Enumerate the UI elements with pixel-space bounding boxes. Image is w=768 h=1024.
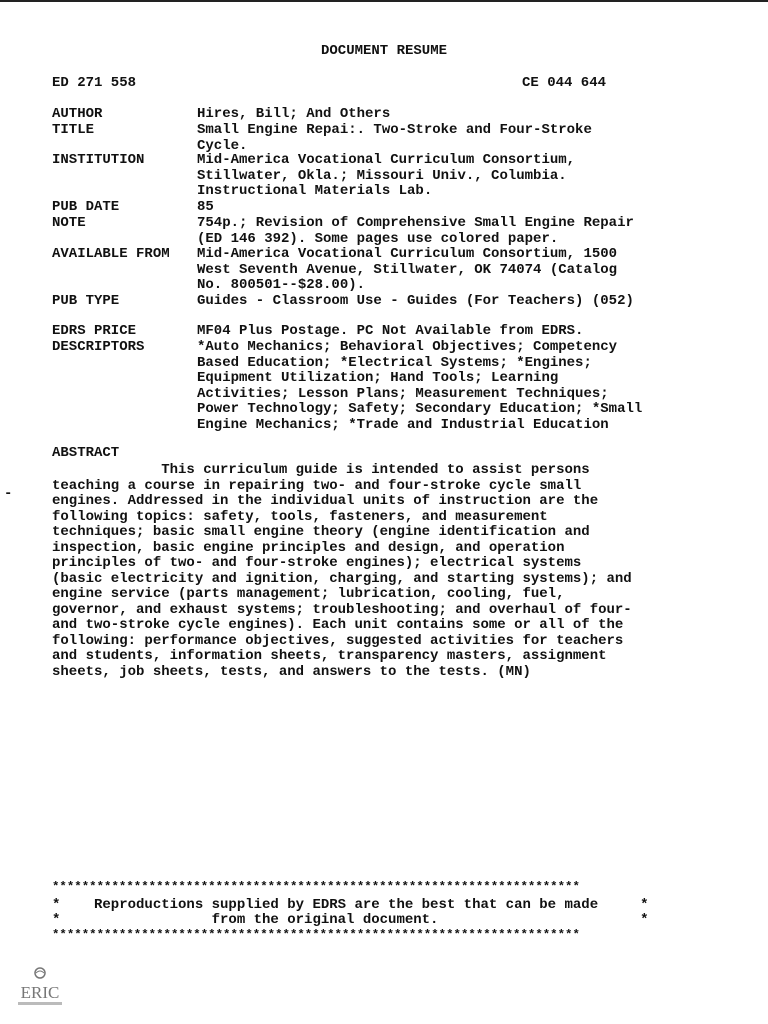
field-label: AUTHOR [52,106,103,122]
field-value: Mid-America Vocational Curriculum Consortium, 1500 West Seventh Avenue, Stillwater, OK 74074 (Catalog No. 800501--$28.00). [197,246,618,293]
ed-number: ED 271 558 [52,75,137,91]
reproduction-line-1: * Reproductions supplied by EDRS are the best that can be made * [52,897,649,913]
reproduction-line-2: * from the original document. * [52,912,649,928]
field-value: *Auto Mechanics; Behavioral Objectives; Competency Based Education; *Electrical Systems; *Engines; Equipment Utilization; Hand Tools; Learning Activities; Lesson Plans; Measurement Techniques; Power Technology; Safety; Secondary Education; *Small Engine Mechanics; *Trade and Industrial Education [197,339,643,433]
top-border-line [0,0,768,2]
field-descriptors [52,339,742,433]
abstract-label: ABSTRACT [52,445,120,461]
field-value: Hires, Bill; And Others [197,106,391,122]
field-label: DESCRIPTORS [52,339,145,355]
field-label: INSTITUTION [52,152,145,168]
document-title: DOCUMENT RESUME [320,43,448,59]
eric-logo-text: ERIC [20,983,60,1002]
field-value: 85 [197,199,214,215]
field-value: Mid-America Vocational Curriculum Consortium, Stillwater, Okla.; Missouri Univ., Columbia. Instructional Materials Lab. [197,152,576,199]
stars-border-top: *********************************************************************** [52,880,580,894]
field-label: AVAILABLE FROM [52,246,170,262]
field-label: PUB DATE [52,199,120,215]
field-value: MF04 Plus Postage. PC Not Available from EDRS. [197,323,584,339]
stars-border-bottom: *********************************************************************** [52,928,580,942]
field-value: 754p.; Revision of Comprehensive Small Engine Repair (ED 146 392). Some pages use colored paper. [197,215,634,247]
eric-logo [12,966,68,1010]
ce-number: CE 044 644 [522,75,607,91]
field-label: TITLE [52,122,95,138]
field-value: Guides - Classroom Use - Guides (For Teachers) (052) [197,293,634,309]
field-label: NOTE [52,215,86,231]
abstract-text: This curriculum guide is intended to assist persons teaching a course in repairing two- and four-stroke cycle small engines. Addressed in the individual units of instruction are the following topics: safety, tools, fasteners, and measurement techniques; basic small engine theory (engine identification and inspection, basic engine principles and design, and operation principles of two- and four-stroke engines); electrical systems (basic electricity and ignition, charging, and starting systems); and engine service (parts management; lubrication, cooling, fuel, governor, and exhaust systems; troubleshooting; and overhaul of four- and two-stroke cycle engines). Each unit contains some or all of the following: performance objectives, suggested activities for teachers and students, information sheets, transparency masters, assignment sheets, job sheets, tests, and answers to the tests. (MN) [52,462,632,680]
margin-mark: - [4,486,13,502]
field-label: PUB TYPE [52,293,120,309]
field-label: EDRS PRICE [52,323,137,339]
field-value: Small Engine Repai:. Two-Stroke and Four-Stroke Cycle. [197,122,592,154]
